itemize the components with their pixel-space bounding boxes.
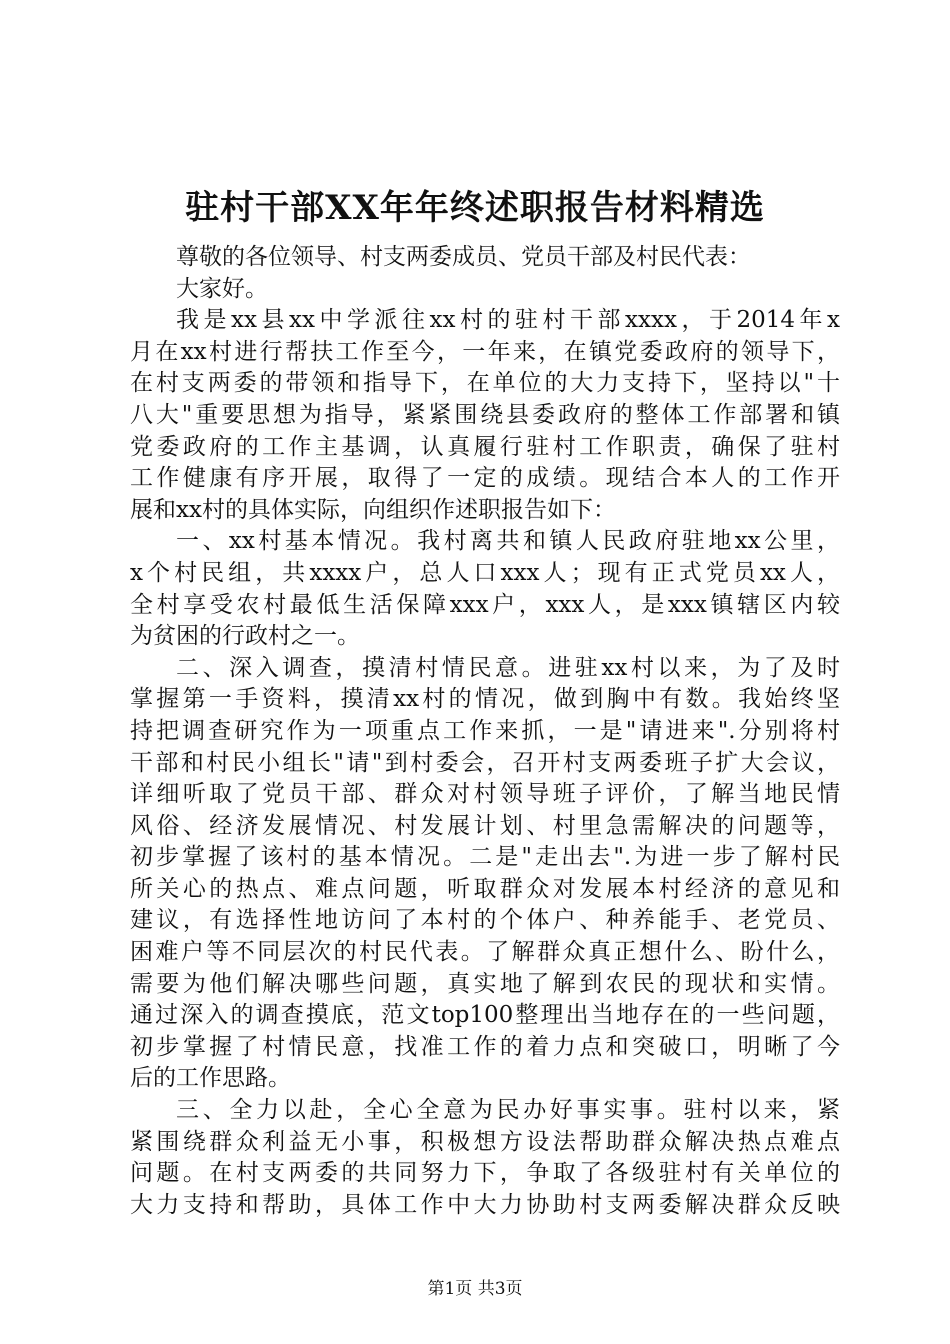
- text-line: 需要为他们解决哪些问题，真实地了解到农民的现状和实情。: [130, 970, 840, 997]
- document-title: 驻村干部XX年年终述职报告材料精选: [185, 188, 765, 228]
- text-line: 二、深入调查，摸清村情民意。进驻xx村以来，为了及时: [176, 654, 840, 681]
- text-line: 困难户等不同层次的村民代表。了解群众真正想什么、盼什么，: [130, 939, 840, 966]
- text-line: 大家好。: [176, 275, 268, 302]
- text-line: 尊敬的各位领导、村支两委成员、党员干部及村民代表：: [176, 244, 751, 270]
- text-line: 风俗、经济发展情况、村发展计划、村里急需解决的问题等，: [130, 812, 840, 839]
- text-line: 掌握第一手资料，摸清xx村的情况，做到胸中有数。我始终坚: [130, 686, 840, 713]
- text-line: 建议，有选择性地访问了本村的个体户、种养能手、老党员、: [130, 907, 840, 934]
- text-line: 一、xx村基本情况。我村离共和镇人民政府驻地xx公里，: [176, 528, 840, 555]
- text-line: 通过深入的调查摸底，范文top100整理出当地存在的一些问题，: [130, 1002, 840, 1029]
- text-line: 紧围绕群众利益无小事，积极想方设法帮助群众解决热点难点: [130, 1128, 840, 1155]
- text-line: 详细听取了党员干部、群众对村领导班子评价，了解当地民情: [130, 781, 840, 808]
- text-line: 问题。在村支两委的共同努力下，争取了各级驻村有关单位的: [130, 1160, 840, 1187]
- text-line: 工作健康有序开展，取得了一定的成绩。现结合本人的工作开: [130, 465, 840, 492]
- text-line: 后的工作思路。: [130, 1065, 291, 1092]
- text-line: 展和xx村的具体实际，向组织作述职报告如下：: [130, 496, 616, 523]
- text-line: 干部和村民小组长"请"到村委会，召开村支两委班子扩大会议，: [130, 749, 840, 776]
- text-line: 持把调查研究作为一项重点工作来抓，一是"请进来".分别将村: [130, 717, 840, 744]
- text-line: 月在xx村进行帮扶工作至今，一年来，在镇党委政府的领导下，: [130, 338, 840, 365]
- text-line: 所关心的热点、难点问题，听取群众对发展本村经济的意见和: [130, 875, 840, 902]
- text-line: x个村民组，共xxxx户，总人口xxx人；现有正式党员xx人，: [130, 559, 840, 586]
- document-body: [130, 242, 840, 1221]
- text-line: 大力支持和帮助，具体工作中大力协助村支两委解决群众反映: [130, 1191, 840, 1218]
- text-line: 为贫困的行政村之一。: [130, 623, 360, 650]
- text-line: 全村享受农村最低生活保障xxx户，xxx人，是xxx镇辖区内较: [130, 591, 840, 618]
- page-number: 第1页 共3页: [427, 1279, 523, 1299]
- text-line: 八大"重要思想为指导，紧紧围绕县委政府的整体工作部署和镇: [130, 401, 840, 428]
- text-line: 三、全力以赴，全心全意为民办好事实事。驻村以来，紧: [176, 1097, 840, 1124]
- text-line: 在村支两委的带领和指导下，在单位的大力支持下，坚持以"十: [130, 370, 840, 397]
- text-line: 初步掌握了村情民意，找准工作的着力点和突破口，明晰了今: [130, 1033, 840, 1060]
- text-line: 初步掌握了该村的基本情况。二是"走出去".为进一步了解村民: [130, 844, 840, 871]
- text-line: 我是xx县xx中学派往xx村的驻村干部xxxx，于2014年x: [176, 307, 840, 334]
- text-line: 党委政府的工作主基调，认真履行驻村工作职责，确保了驻村: [130, 433, 840, 460]
